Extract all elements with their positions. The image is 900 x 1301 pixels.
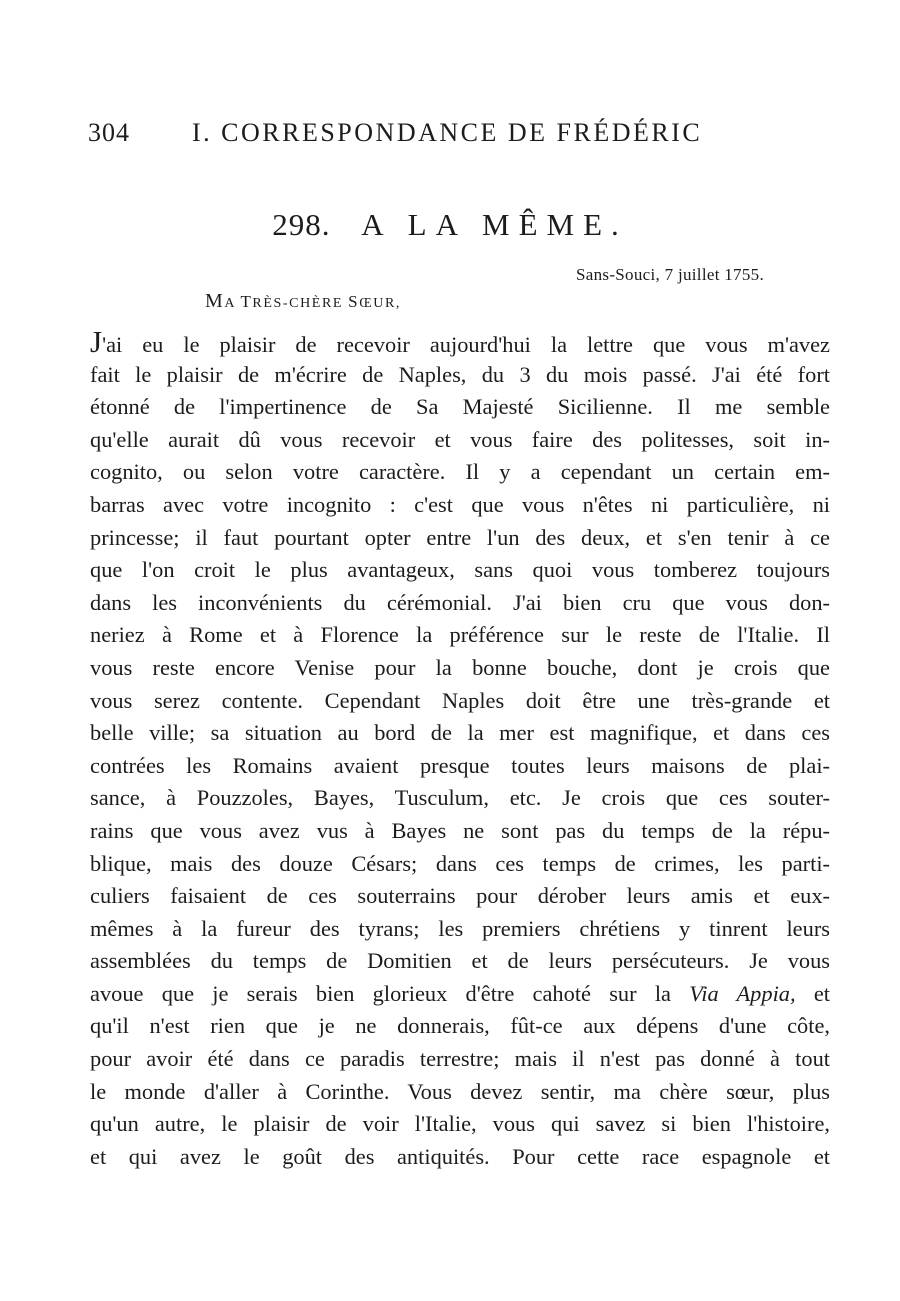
line-text-tail: et <box>795 980 830 1006</box>
letter-number: 298. <box>272 207 331 242</box>
line-text: 'ai eu le plaisir de recevoir aujourd'hui la lettre que vous m'avez <box>102 332 830 357</box>
page-number: 304 <box>88 118 130 147</box>
line-text: vous reste encore Venise pour la bonne bouche, dont je crois que <box>90 654 830 680</box>
text-line <box>90 848 830 881</box>
place-date: Sans-Souci, 7 juillet 1755. <box>576 265 765 284</box>
line-text: qu'un autre, le plaisir de voir l'Italie, vous qui savez si bien l'histoire, <box>90 1111 830 1137</box>
line-text: le monde d'aller à Corinthe. Vous devez sentir, ma chère sœur, plus <box>90 1078 830 1104</box>
salutation <box>205 290 401 313</box>
text-line <box>90 913 830 946</box>
text-line <box>90 456 830 489</box>
text-line <box>90 880 830 913</box>
letter-title: A LA MÊME. <box>361 207 628 242</box>
line-text: princesse; il faut pourtant opter entre l'un des deux, et s'en tenir à ce <box>90 524 830 550</box>
line-text: étonné de l'impertinence de Sa Majesté Sicilienne. Il me semble <box>90 394 830 420</box>
line-text: avoue que je serais bien glorieux d'être cahoté sur la <box>90 980 671 1006</box>
line-text: qu'il n'est rien que je ne donnerais, fût-ce aux dépens d'une côte, <box>90 1013 830 1039</box>
text-line <box>90 685 830 718</box>
text-line <box>90 782 830 815</box>
text-line <box>90 815 830 848</box>
line-text: cognito, ou selon votre caractère. Il y a cependant un certain em- <box>90 459 830 485</box>
line-text: barras avec votre incognito : c'est que vous n'êtes ni particulière, ni <box>90 491 830 517</box>
text-line <box>90 717 830 750</box>
text-line <box>90 1043 830 1076</box>
line-text: belle ville; sa situation au bord de la mer est magnifique, et dans ces <box>90 720 830 746</box>
line-text: mêmes à la fureur des tyrans; les premiers chrétiens y tinrent leurs <box>90 915 830 941</box>
line-text: assemblées du temps de Domitien et de leurs persécuteurs. Je vous <box>90 948 830 974</box>
drop-cap: J <box>90 324 103 359</box>
text-line <box>90 326 830 359</box>
text-line <box>90 359 830 392</box>
text-line <box>90 587 830 620</box>
text-line <box>90 652 830 685</box>
text-line <box>90 1010 830 1043</box>
line-text: vous serez contente. Cependant Naples doit être une très-grande et <box>90 687 830 713</box>
line-text: fait le plaisir de m'écrire de Naples, du 3 du mois passé. J'ai été fort <box>90 361 830 387</box>
italic-phrase: Via Appia, <box>689 980 796 1006</box>
running-head <box>88 118 828 152</box>
text-line <box>90 489 830 522</box>
text-line <box>90 619 830 652</box>
line-text: et qui avez le goût des antiquités. Pour cette race espagnole et <box>90 1143 830 1169</box>
line-text: que l'on croit le plus avantageux, sans quoi vous tomberez toujours <box>90 557 830 583</box>
text-line <box>90 391 830 424</box>
line-text: sance, à Pouzzoles, Bayes, Tusculum, etc. Je crois que ces souter- <box>90 785 830 811</box>
line-text: qu'elle aurait dû vous recevoir et vous faire des politesses, soit in- <box>90 426 830 452</box>
salutation-text: MA TRÈS-CHÈRE SŒUR, <box>205 290 402 312</box>
text-line <box>90 945 830 978</box>
text-line <box>90 978 830 1011</box>
running-title: I. CORRESPONDANCE DE FRÉDÉRIC <box>192 118 703 147</box>
line-text: culiers faisaient de ces souterrains pour dérober leurs amis et eux- <box>90 883 830 909</box>
line-text: blique, mais des douze Césars; dans ces temps de crimes, les parti- <box>90 850 830 876</box>
text-line <box>90 424 830 457</box>
text-line <box>90 522 830 555</box>
line-text: rains que vous avez vus à Bayes ne sont pas du temps de la répu- <box>90 817 830 843</box>
text-line <box>90 750 830 783</box>
line-text: dans les inconvénients du cérémonial. J'ai bien cru que vous don- <box>90 589 830 615</box>
line-text: contrées les Romains avaient presque toutes leurs maisons de plai- <box>90 752 830 778</box>
text-line <box>90 1076 830 1109</box>
text-line <box>90 1108 830 1141</box>
letter-heading <box>0 207 900 243</box>
line-text: pour avoir été dans ce paradis terrestre; mais il n'est pas donné à tout <box>90 1046 830 1072</box>
text-line <box>90 1141 830 1174</box>
text-line <box>90 554 830 587</box>
line-text: neriez à Rome et à Florence la préférence sur le reste de l'Italie. Il <box>90 622 830 648</box>
letter-body <box>90 326 830 1173</box>
